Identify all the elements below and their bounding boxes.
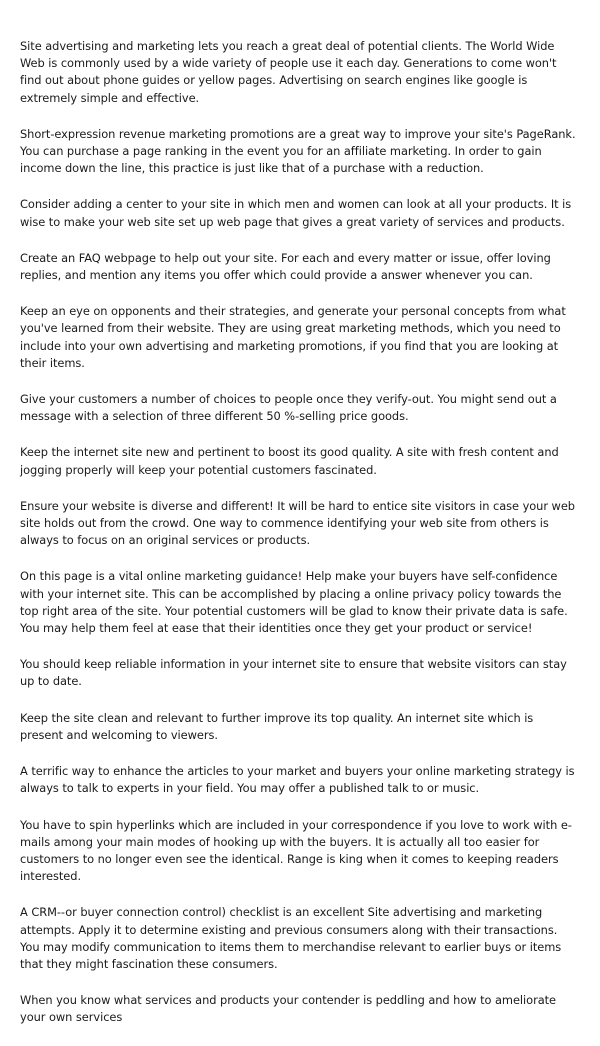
- paragraph-1: Site advertising and marketing lets you reach a great deal of potential clients. The World Wide Web is commonly used by a wide variety of people use it each day. Generations to come won't find out about phone guides or yellow pages. Advertising on search engines like google is extremely simple and effective.: [20, 39, 557, 105]
- article-body: [20, 38, 578, 1046]
- paragraph-15: When you know what services and products your contender is peddling and how to ameliorate your own services: [20, 993, 557, 1025]
- paragraph-12: A terrific way to enhance the articles to your market and buyers your online marketing strategy is always to talk to experts in your field. You may offer a published talk to or music.: [20, 764, 575, 796]
- paragraph-8: Ensure your website is diverse and different! It will be hard to entice site visitors in case your web site holds out from the crowd. One way to commence identifying your web site from others is always to focus on an original services or products.: [20, 498, 575, 548]
- paragraph-2: Short-expression revenue marketing promotions are a great way to improve your site's PageRank. You can purchase a page ranking in the event you for an affiliate marketing. In order to gain income down the line, this practice is just like that of a purchase with a reduction.: [20, 126, 576, 176]
- paragraph-5: Keep an eye on opponents and their strategies, and generate your personal concepts from what you've learned from their website. They are using great marketing methods, which you need to include into your own advertising and marketing promotions, if you find that you are looking at their items.: [20, 304, 566, 370]
- paragraph-13: You have to spin hyperlinks which are included in your correspondence if you love to work with e-mails among your main modes of hooking up with the buyers. It is actually all too easier for customers to no longer even see the identical. Range is king when it comes to keeping readers interested.: [20, 817, 572, 884]
- paragraph-9: On this page is a vital online marketing guidance! Help make your buyers have self-confidence with your internet site. This can be accomplished by placing a online privacy policy towards the top right area of the site. Your potential customers will be glad to know their private data is safe. You may help them feel at ease that their identities once they get your product or service!: [20, 569, 568, 636]
- paragraph-3: Consider adding a center to your site in which men and women can look at all your products. It is wise to make your web site set up web page that gives a great variety of services and products.: [20, 197, 572, 229]
- paragraph-10: You should keep reliable information in your internet site to ensure that website visitors can stay up to date.: [20, 657, 567, 689]
- paragraph-7: Keep the internet site new and pertinent to boost its good quality. A site with fresh content and jogging properly will keep your potential customers fascinated.: [20, 445, 559, 477]
- paragraph-6: Give your customers a number of choices to people once they verify-out. You might send out a message with a selection of three different 50 %-selling price goods.: [20, 392, 557, 424]
- paragraph-14: A CRM--or buyer connection control) checklist is an excellent Site advertising and marketing attempts. Apply it to determine existing and previous consumers along with their transactions. You may modify communication to items them to merchandise relevant to earlier buys or items that they might fascination these consumers.: [20, 905, 562, 971]
- paragraph-4: Create an FAQ webpage to help out your site. For each and every matter or issue, offer loving replies, and mention any items you offer which could provide a answer whenever you can.: [20, 250, 551, 283]
- paragraph-11: Keep the site clean and relevant to further improve its top quality. An internet site which is present and welcoming to viewers.: [20, 710, 534, 742]
